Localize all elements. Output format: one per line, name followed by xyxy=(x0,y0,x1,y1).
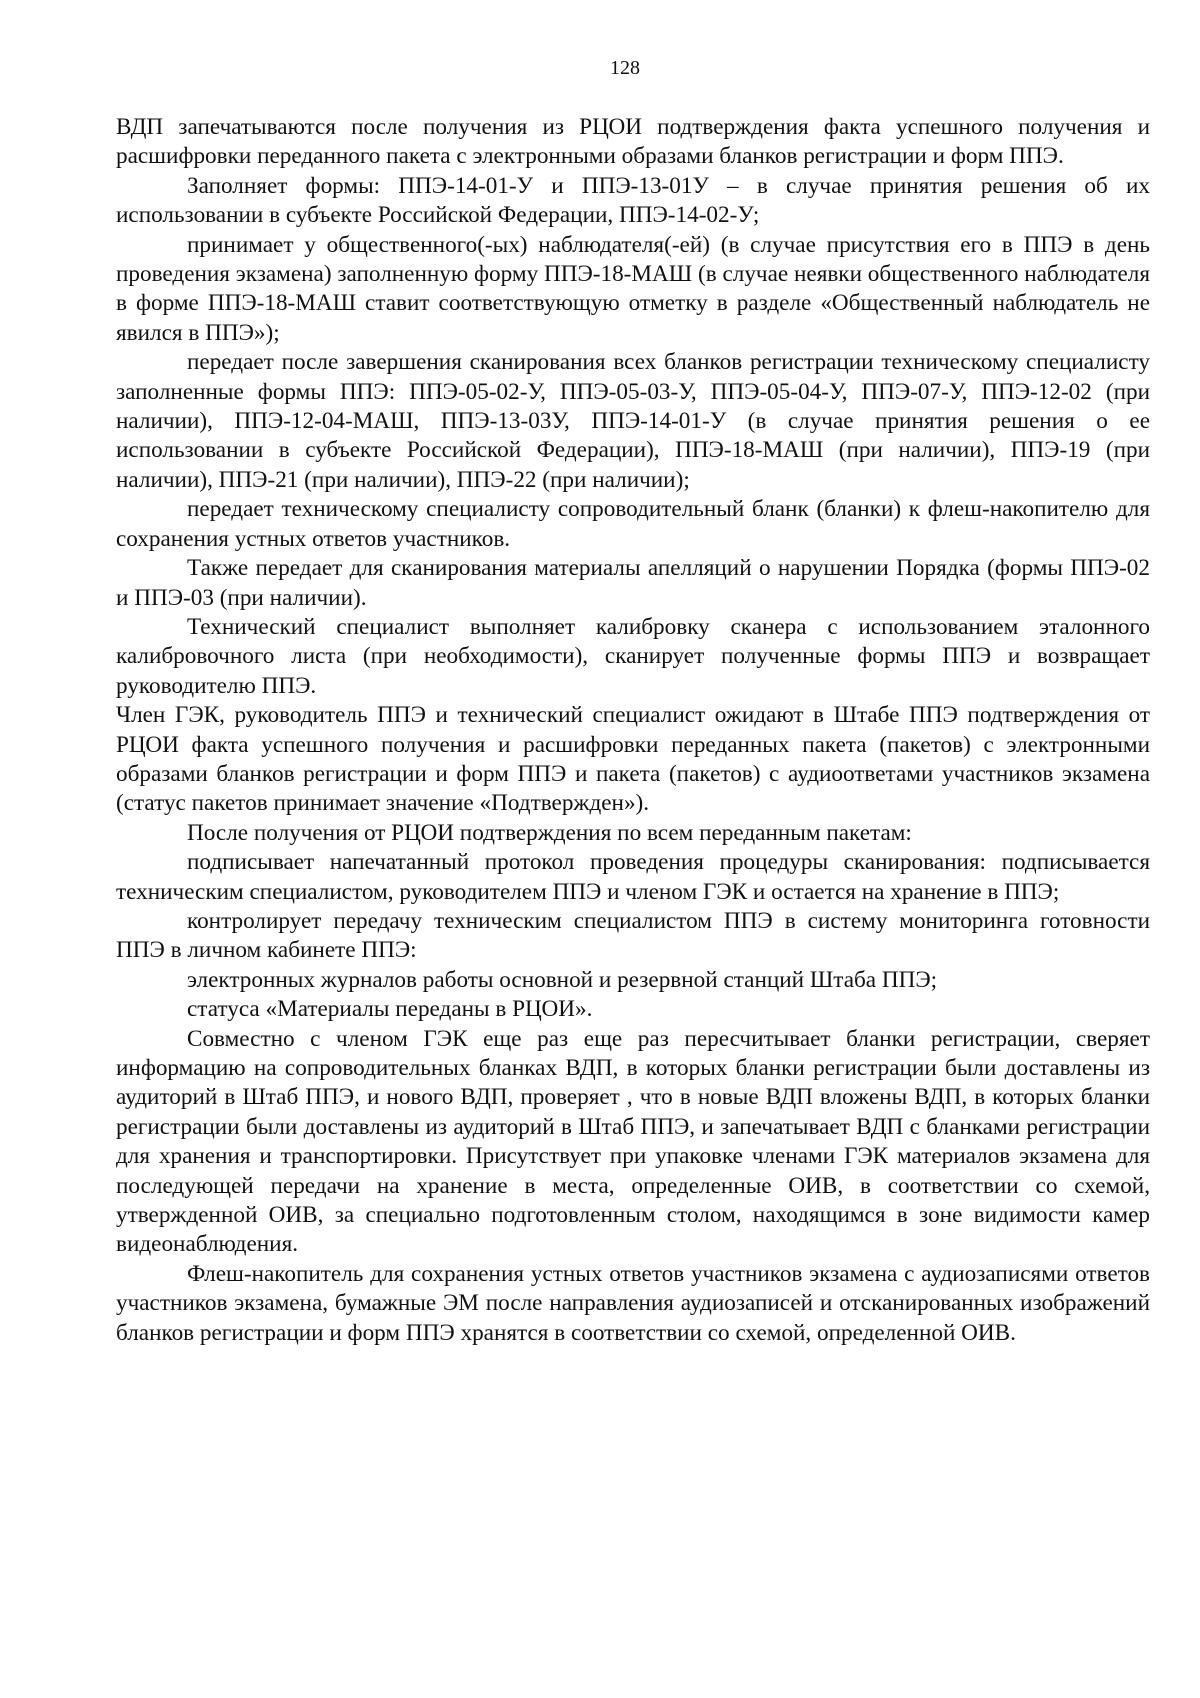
paragraph: подписывает напечатанный протокол проведения процедуры сканирования: подписывается техническим специалистом, руководителем ППЭ и членом ГЭК и остается на хранение в ППЭ; xyxy=(116,849,1150,905)
paragraph: Технический специалист выполняет калибровку сканера с использованием эталонного калибровочного листа (при необходимости), сканирует полученные формы ППЭ и возвращает руководителю ППЭ. xyxy=(116,613,1150,699)
paragraph: После получения от РЦОИ подтверждения по всем переданным пакетам: xyxy=(187,819,912,846)
paragraph: Заполняет формы: ППЭ-14-01-У и ППЭ-13-01У – в случае принятия решения об их использовании в субъекте Российской Федерации, ППЭ-14-02-У; xyxy=(116,172,1150,229)
paragraph: статуса «Материалы переданы в РЦОИ». xyxy=(187,996,593,1023)
paragraph: передает техническому специалисту сопроводительный бланк (бланки) к флеш-накопителю для сохранения устных ответов участников. xyxy=(116,496,1150,552)
document-body xyxy=(116,113,1150,1348)
page-number: 128 xyxy=(610,57,640,79)
paragraph: контролирует передачу техническим специалистом ППЭ в систему мониторинга готовности ППЭ в личном кабинете ППЭ: xyxy=(116,907,1150,964)
paragraph: Также передает для сканирования материалы апелляций о нарушении Порядка (формы ППЭ-02 и ППЭ-03 (при наличии). xyxy=(116,555,1150,611)
paragraph: Член ГЭК, руководитель ППЭ и технический специалист ожидают в Штабе ППЭ подтверждения от РЦОИ факта успешного получения и расшифровки переданных пакета (пакетов) с электронными образами бланков регистрации и форм ППЭ и пакета (пакетов) с аудиоответами участников экзамена (статус пакетов принимает значение «Подтвержден»). xyxy=(116,702,1150,817)
paragraph: электронных журналов работы основной и резервной станций Штаба ППЭ; xyxy=(187,966,938,993)
paragraph: принимает у общественного(-ых) наблюдателя(-ей) (в случае присутствия его в ППЭ в день проведения экзамена) заполненную форму ППЭ-18-МАШ (в случае неявки общественного наблюдателя в форме ППЭ-18-МАШ ставит соответствующую отметку в разделе «Общественный наблюдатель не явился в ППЭ»); xyxy=(116,231,1150,346)
paragraph: передает после завершения сканирования всех бланков регистрации техническому специалисту заполненные формы ППЭ: ППЭ-05-02-У, ППЭ-05-03-У, ППЭ-05-04-У, ППЭ-07-У, ППЭ-12-02 (при наличии), ППЭ-12-04-МАШ, ППЭ-13-03У, ППЭ-14-01-У (в случае принятия решения о ее использовании в субъекте Российской Федерации), ППЭ-18-МАШ (при наличии), ППЭ-19 (при наличии), ППЭ-21 (при наличии), ППЭ-22 (при наличии); xyxy=(116,349,1150,493)
paragraph: Совместно с членом ГЭК еще раз еще раз пересчитывает бланки регистрации, сверяет информацию на сопроводительных бланках ВДП, в которых бланки регистрации были доставлены из аудиторий в Штаб ППЭ, и нового ВДП, проверяет , что в новые ВДП вложены ВДП, в которых бланки регистрации были доставлены из аудиторий в Штаб ППЭ, и запечатывает ВДП с бланками регистрации для хранения и транспортировки. Присутствует при упаковке членами ГЭК материалов экзамена для последующей передачи на хранение в места, определенные ОИВ, в соответствии со схемой, утвержденной ОИВ, за специально подготовленным столом, находящимся в зоне видимости камер видеонаблюдения. xyxy=(116,1025,1150,1258)
paragraph: Флеш-накопитель для сохранения устных ответов участников экзамена с аудиозаписями ответов участников экзамена, бумажные ЭМ после направления аудиозаписей и отсканированных изображений бланков регистрации и форм ППЭ хранятся в соответствии со схемой, определенной ОИВ. xyxy=(116,1260,1150,1346)
paragraph: ВДП запечатываются после получения из РЦОИ подтверждения факта успешного получения и расшифровки переданного пакета с электронными образами бланков регистрации и форм ППЭ. xyxy=(116,114,1150,170)
